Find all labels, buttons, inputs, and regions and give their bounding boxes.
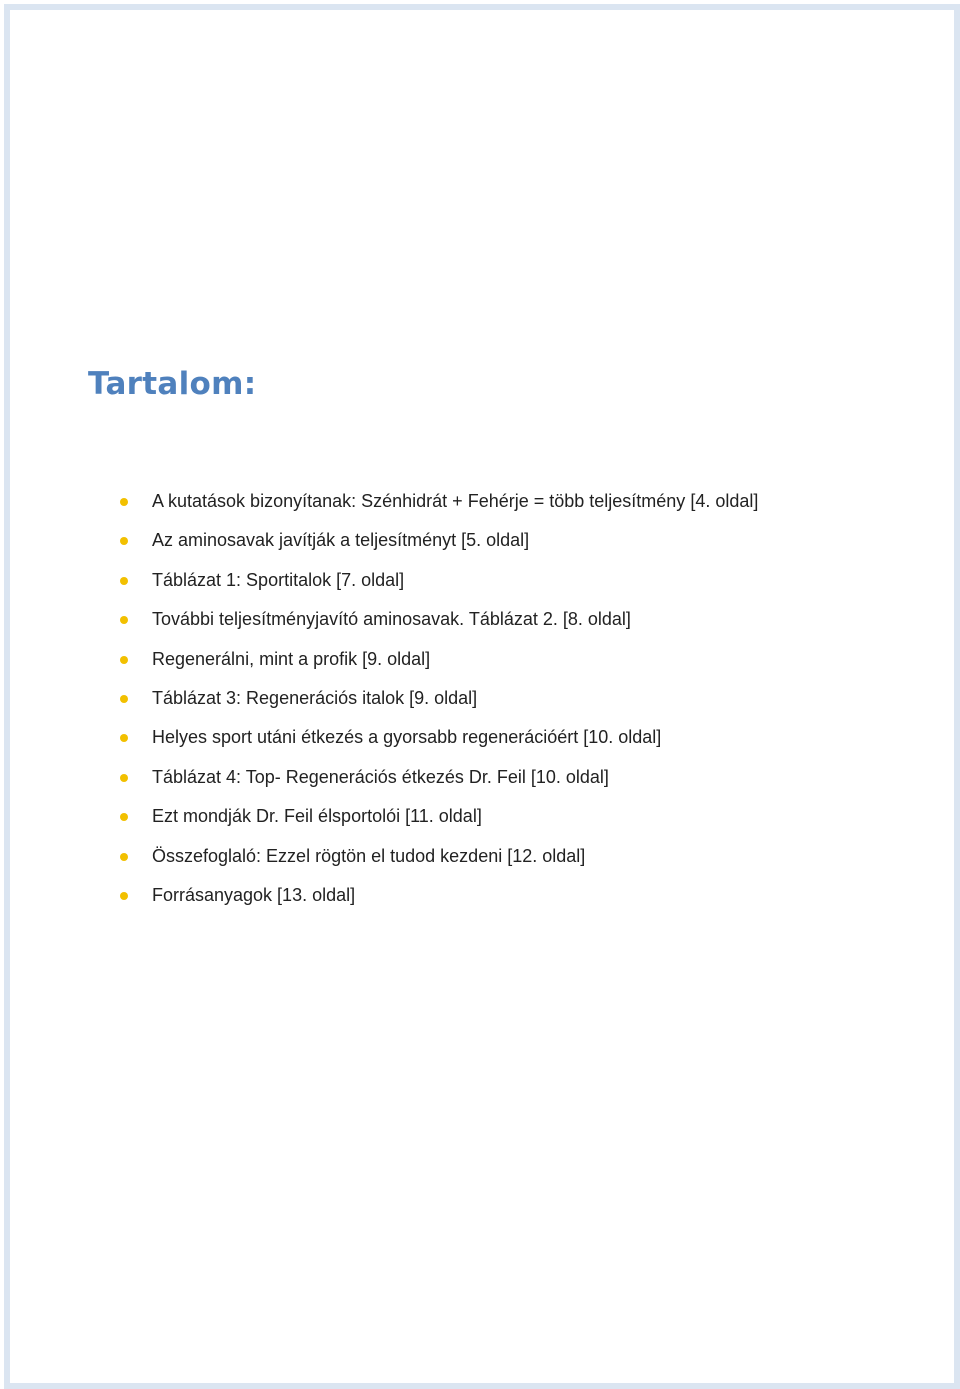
bullet-icon <box>120 616 128 624</box>
toc-item-label: Helyes sport utáni étkezés a gyorsabb regenerációért [10. oldal] <box>152 727 662 748</box>
bullet-icon <box>120 813 128 821</box>
document-page <box>4 4 960 1389</box>
toc-item-label: Regenerálni, mint a profik [9. oldal] <box>152 648 431 669</box>
bullet-icon <box>120 577 128 585</box>
toc-item-label: A kutatások bizonyítanak: Szénhidrát + Fehérje = több teljesítmény [4. oldal] <box>152 491 759 511</box>
bullet-icon <box>120 656 128 664</box>
toc-item-label: Táblázat 3: Regenerációs italok [9. oldal] <box>152 687 478 708</box>
toc-item-label: További teljesítményjavító aminosavak. Táblázat 2. [8. oldal] <box>152 609 631 630</box>
toc-item-label: Összefoglaló: Ezzel rögtön el tudod kezdeni [12. oldal] <box>152 845 586 866</box>
toc-item-label: Táblázat 1: Sportitalok [7. oldal] <box>152 569 405 590</box>
bullet-icon <box>120 892 128 900</box>
bullet-icon <box>120 774 128 782</box>
bullet-icon <box>120 734 128 742</box>
bullet-icon <box>120 537 128 545</box>
toc-item-label: Táblázat 4: Top- Regenerációs étkezés Dr. Feil [10. oldal] <box>152 766 609 787</box>
page-title: Tartalom: <box>88 366 257 402</box>
bullet-icon <box>120 695 128 703</box>
toc-item-label: Ezt mondják Dr. Feil élsportolói [11. oldal] <box>152 806 482 827</box>
toc-item-label: Forrásanyagok [13. oldal] <box>152 884 356 905</box>
toc-item-label: Az aminosavak javítják a teljesítményt [5. oldal] <box>152 530 530 551</box>
bullet-icon <box>120 498 128 506</box>
bullet-icon <box>120 853 128 861</box>
